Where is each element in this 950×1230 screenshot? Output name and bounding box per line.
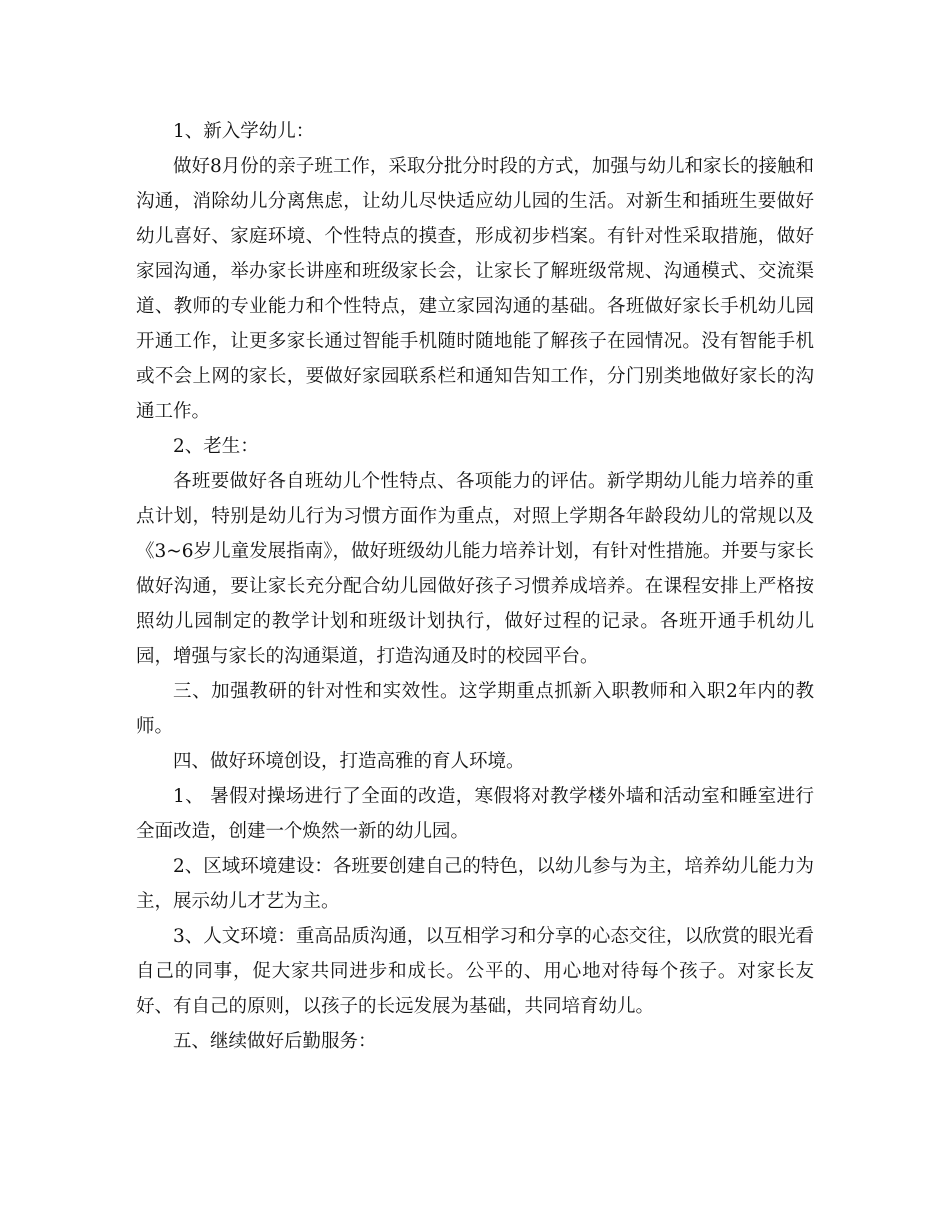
paragraph-heading-new-students: 1、新入学幼儿： <box>173 121 315 142</box>
paragraph-heading-returning-students: 2、老生： <box>173 436 259 457</box>
paragraph-section-four-environment: 四、做好环境创设，打造高雅的育人环境。 <box>173 751 525 772</box>
paragraph-environment-item-2: 2、区域环境建设：各班要创建自己的特色，以幼儿参与为主，培养幼儿能力为主，展示幼儿才艺为主。 <box>136 856 814 912</box>
paragraph-returning-students-body: 各班要做好各自班幼儿个性特点、各项能力的评估。新学期幼儿能力培养的重点计划，特别是幼儿行为习惯方面作为重点，对照上学期各年龄段幼儿的常规以及《3~6岁儿童发展指南》，做好班级幼儿能力培养计划，有针对性措施。并要与家长做好沟通，要让家长充分配合幼儿园做好孩子习惯养成培养。在课程安排上严格按照幼儿园制定的教学计划和班级计划执行，做好过程的记录。各班开通手机幼儿园，增强与家长的沟通渠道，打造沟通及时的校园平台。 <box>136 471 814 667</box>
paragraph-environment-item-1: 1、 暑假对操场进行了全面的改造，寒假将对教学楼外墙和活动室和睡室进行全面改造，创建一个焕然一新的幼儿园。 <box>136 786 814 842</box>
document-body <box>136 114 814 1059</box>
paragraph-section-five-logistics: 五、继续做好后勤服务： <box>173 1031 377 1052</box>
paragraph-environment-item-3: 3、人文环境：重高品质沟通，以互相学习和分享的心态交往，以欣赏的眼光看自己的同事，促大家共同进步和成长。公平的、用心地对待每个孩子。对家长友好、有自己的原则，以孩子的长远发展为基础，共同培育幼儿。 <box>136 926 814 1017</box>
paragraph-section-three-teaching-research: 三、加强教研的针对性和实效性。这学期重点抓新入职教师和入职2年内的教师。 <box>136 681 814 737</box>
paragraph-new-students-body: 做好8月份的亲子班工作，采取分批分时段的方式，加强与幼儿和家长的接触和沟通，消除幼儿分离焦虑，让幼儿尽快适应幼儿园的生活。对新生和插班生要做好幼儿喜好、家庭环境、个性特点的摸查，形成初步档案。有针对性采取措施，做好家园沟通，举办家长讲座和班级家长会，让家长了解班级常规、沟通模式、交流渠道、教师的专业能力和个性特点，建立家园沟通的基础。各班做好家长手机幼儿园开通工作，让更多家长通过智能手机随时随地能了解孩子在园情况。没有智能手机或不会上网的家长，要做好家园联系栏和通知告知工作，分门别类地做好家长的沟通工作。 <box>136 156 814 422</box>
